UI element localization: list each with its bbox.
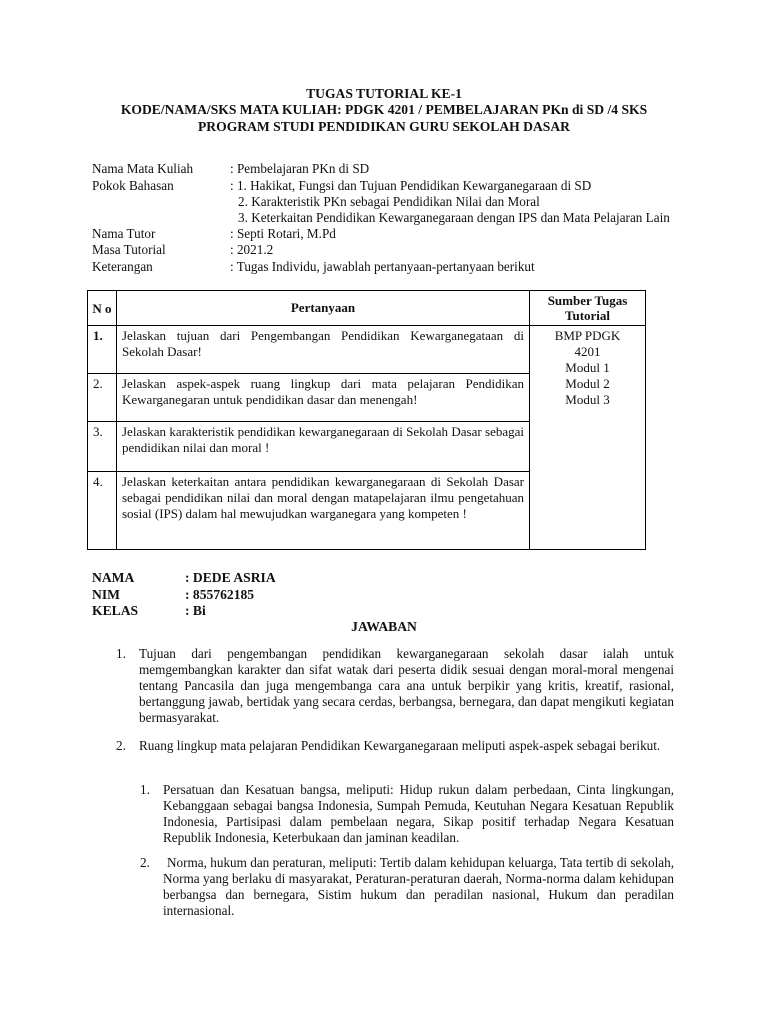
source-line: Modul 2	[565, 376, 610, 391]
info-masa-tutorial	[92, 242, 732, 258]
source-line: BMP PDGK	[554, 328, 621, 343]
info-pokok-2	[92, 194, 732, 210]
info-value: : Tugas Individu, jawablah pertanyaan-pertanyaan berikut	[230, 259, 535, 274]
info-label: Masa Tutorial	[92, 242, 166, 257]
answer-number: 2.	[116, 738, 126, 753]
answers-title: JAWABAN	[351, 619, 417, 634]
question-table	[87, 290, 646, 550]
row-number: 3.	[88, 422, 117, 472]
header-pertanyaan: Pertanyaan	[117, 291, 530, 326]
student-label: KELAS	[92, 603, 139, 618]
doc-title: TUGAS TUTORIAL KE-1	[306, 86, 462, 101]
info-pokok-3	[92, 210, 732, 226]
info-tutor	[92, 226, 732, 242]
question-text: Jelaskan aspek-aspek ruang lingkup dari mata pelajaran Pendidikan Kewarganegaran untuk pendidikan dasar dan menengah!	[117, 374, 530, 422]
answer-2-2-text: Norma, hukum dan peraturan, meliputi: Tertib dalam kehidupan keluarga, Tata tertib di sekolah, Norma yang berlaku di masyarakat, Peraturan-peraturan daerah, Norma-norma dalam kehidupan berbangsa dan bernegara, Sistim hukum dan peradilan nasional, Hukum dan peradilan internasional.	[163, 855, 674, 918]
info-label: Keterangan	[92, 259, 153, 274]
answer-1-text: Tujuan dari pengembangan pendidikan kewarganegaraan sekolah dasar ialah untuk memgembangkan karakter dan sifat watak dari peserta didik sesuai dengan moral-moral mengenai tentang Pancasila dan juga mengembanga cara ana untuk berpikir yang kritis, kreatif, rasional, bertanggung jawab, bertidak yang secara cerdas, berbangsa, bernegara, dan dapat mengikuti kegiatan bermasyarakat.	[139, 646, 674, 725]
student-label: NIM	[92, 587, 120, 602]
student-value: : DEDE ASRIA	[185, 570, 276, 585]
info-mata-kuliah	[92, 161, 732, 177]
table-row	[88, 326, 646, 374]
info-value: : Pembelajaran PKn di SD	[230, 161, 370, 176]
info-value: : Septi Rotari, M.Pd	[230, 226, 336, 241]
sub-answer-number: 2.	[140, 855, 150, 870]
table-header-row	[88, 291, 646, 326]
info-label: Nama Tutor	[92, 226, 156, 241]
answer-2-text: Ruang lingkup mata pelajaran Pendidikan Kewarganegaraan meliputi aspek-aspek sebagai berikut.	[139, 738, 661, 753]
program-heading: PROGRAM STUDI PENDIDIKAN GURU SEKOLAH DASAR	[198, 119, 570, 134]
student-nim-row	[92, 587, 392, 604]
source-line: Modul 1	[565, 360, 610, 375]
answer-number: 1.	[116, 646, 126, 661]
sub-answer-number: 1.	[140, 782, 150, 797]
info-pokok-bahasan	[92, 178, 732, 194]
info-value: : 1. Hakikat, Fungsi dan Tujuan Pendidikan Kewarganegaraan di SD	[230, 178, 592, 193]
question-text: Jelaskan tujuan dari Pengembangan Pendidikan Kewarganegataan di Sekolah Dasar!	[117, 326, 530, 374]
source-line: 4201	[574, 344, 601, 359]
info-value: : 2021.2	[230, 242, 274, 257]
student-value: : 855762185	[185, 587, 255, 602]
student-value: : Bi	[185, 603, 206, 618]
course-heading: KODE/NAMA/SKS MATA KULIAH: PDGK 4201 / PEMBELAJARAN PKn di SD /4 SKS	[120, 102, 648, 117]
student-class-row	[92, 603, 392, 620]
student-name-row	[92, 570, 392, 587]
student-label: NAMA	[92, 570, 135, 585]
info-label: Nama Mata Kuliah	[92, 161, 194, 176]
source-line: Modul 3	[565, 392, 610, 407]
header-no: N o	[88, 291, 117, 326]
source-cell	[530, 326, 646, 550]
row-number: 2.	[88, 374, 117, 422]
row-number: 1.	[88, 326, 117, 374]
row-number: 4.	[88, 472, 117, 550]
info-keterangan	[92, 259, 732, 275]
info-label: Pokok Bahasan	[92, 178, 174, 193]
info-value: 2. Karakteristik PKn sebagai Pendidikan Nilai dan Moral	[238, 194, 540, 209]
question-text: Jelaskan karakteristik pendidikan kewarganegaraan di Sekolah Dasar sebagai pendidikan nilai dan moral !	[117, 422, 530, 472]
question-text: Jelaskan keterkaitan antara pendidikan kewarganegaraan di Sekolah Dasar sebagai pendidikan nilai dan moral dengan matapelajaran ilmu pengetahuan sosial (IPS) dalam hal mewujudkan warganegara yang kompeten !	[117, 472, 530, 550]
header-sumber: Sumber Tugas Tutorial	[530, 291, 646, 326]
answer-2-1-text: Persatuan dan Kesatuan bangsa, meliputi: Hidup rukun dalam perbedaan, Cinta lingkungan, Kebanggaan sebagai bangsa Indonesia, Sumpah Pemuda, Keutuhan Negara Kesatuan Republik Indonesia, Partisipasi dalam pembelaan negara, Sikap positif terhadap Negara Kesatuan Republik Indonesia, Keterbukaan dan jaminan keadilan.	[163, 782, 674, 845]
info-value: 3. Keterkaitan Pendidikan Kewarganegaraan dengan IPS dan Mata Pelajaran Lain	[238, 210, 670, 225]
